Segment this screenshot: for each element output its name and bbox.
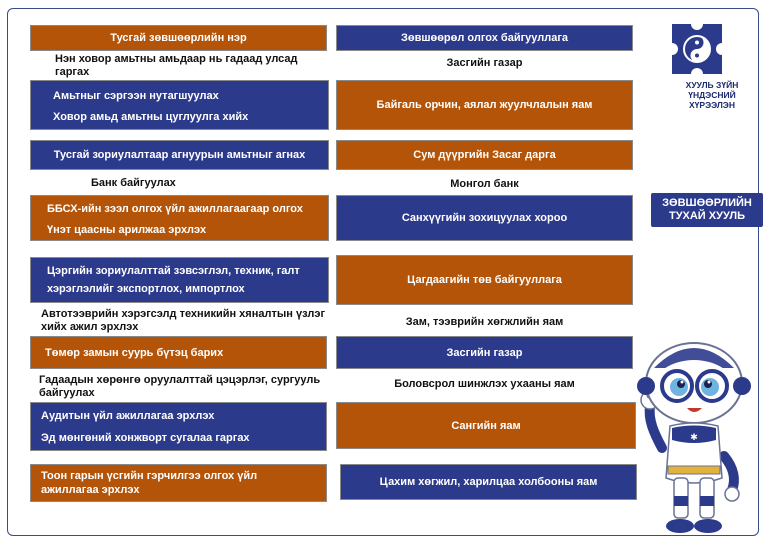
- issuer-item: Цахим хөгжил, харилцаа холбооны яам: [340, 464, 637, 500]
- svg-text:✱: ✱: [690, 433, 698, 443]
- issuer-item: Зам, тээврийн хөгжлийн яам: [405, 316, 564, 328]
- permit-law-badge: ЗӨВШӨӨРЛИЙН ТУХАЙ ХУУЛЬ: [651, 193, 763, 227]
- permit-item: Цэргийн зориулалттай зэвсэглэл, техник, галт хэрэглэлийг экспортлох, импортлох: [30, 257, 329, 303]
- issuer-item: Санхүүгийн зохицуулах хороо: [336, 195, 633, 241]
- institute-name: ХУУЛЬ ЗҮЙН ҮНДЭСНИЙ ХҮРЭЭЛЭН: [685, 80, 739, 110]
- permit-item: ББСХ-ийн зээл олгох үйл ажиллагаагаар олгох Үнэт цаасны арилжаа эрхлэх: [30, 195, 329, 241]
- institute-logo: [672, 24, 722, 74]
- issuer-item: Засгийн газар: [336, 336, 633, 369]
- permit-item: Автотээврийн хэрэгсэлд техникийн хяналтын үзлэг хийх ажил эрхлэх: [41, 308, 326, 333]
- issuer-item: Монгол банк: [450, 178, 519, 190]
- robot-mascot-illustration: [632, 328, 758, 536]
- permit-item: Амьтныг сэргээн нутагшуулах Ховор амьд амьтны цуглуулга хийх: [30, 80, 329, 130]
- yin-yang-puzzle-icon: [672, 24, 722, 74]
- permit-item: Тусгай зориулалтаар агнуурын амьтныг агнах: [30, 140, 329, 170]
- issuer-item: Сангийн яам: [336, 402, 636, 449]
- header-permit-name: Тусгай зөвшөөрлийн нэр: [30, 25, 327, 51]
- issuer-item: Засгийн газар: [446, 57, 523, 69]
- issuer-item: Байгаль орчин, аялал жуулчлалын яам: [336, 80, 633, 130]
- permit-item: Аудитын үйл ажиллагаа эрхлэх Эд мөнгөний хонжворт сугалаа гаргах: [30, 402, 327, 451]
- issuer-item: Сум дүүргийн Засаг дарга: [336, 140, 633, 170]
- issuer-item: Цагдаагийн төв байгууллага: [336, 255, 633, 305]
- header-issuing-organization: Зөвшөөрөл олгох байгууллага: [336, 25, 633, 51]
- permit-item: Гадаадын хөрөнгө оруулалттай цэцэрлэг, сургууль байгуулах: [39, 374, 321, 399]
- permit-item: Тоон гарын үсгийн гэрчилгээ олгох үйл ажиллагаа эрхлэх: [30, 464, 327, 502]
- permit-item: Нэн ховор амьтны амьдаар нь гадаад улсад гаргах: [55, 53, 298, 78]
- permit-item: Банк байгуулах: [91, 177, 176, 189]
- permit-item: Төмөр замын суурь бүтэц барих: [30, 336, 327, 369]
- issuer-item: Боловсрол шинжлэх ухааны яам: [394, 378, 575, 390]
